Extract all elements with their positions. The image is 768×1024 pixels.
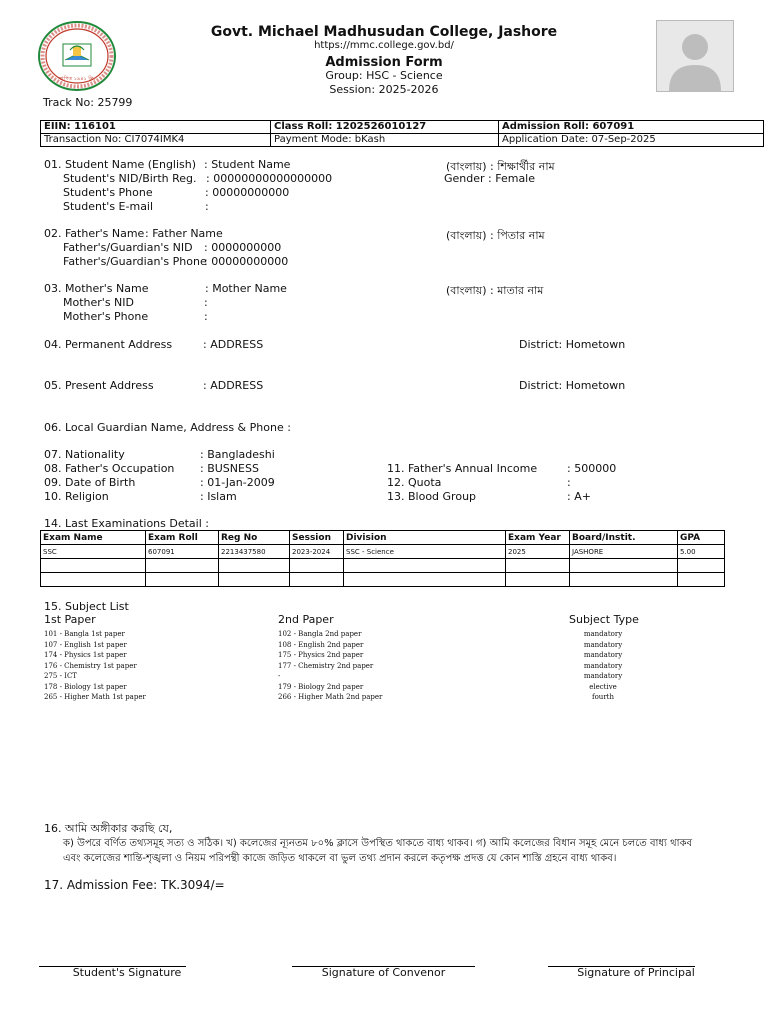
student-name-bangla: (বাংলায়) : শিক্ষার্থীর নাম [446,160,555,173]
subject-type: mandatory [583,672,623,680]
exam-cell [344,559,506,573]
blood-group-value: : A+ [567,490,591,503]
mother-phone-label: Mother's Phone [63,310,149,323]
subject-second-paper: - [278,672,281,680]
student-nid-value: : 00000000000000000 [206,172,333,185]
subject-first-paper: 107 - English 1st paper [44,640,127,649]
exam-cell [678,573,725,587]
mother-name-value: : Mother Name [205,282,287,295]
application-date-cell: Application Date: 07-Sep-2025 [499,134,764,147]
subject-first-paper: 176 - Chemistry 1st paper [44,661,137,670]
exam-cell [570,559,678,573]
permanent-address-value: : ADDRESS [203,338,264,351]
subject-type: mandatory [583,661,623,670]
admission-fee: 17. Admission Fee: TK.3094/= [44,878,225,892]
student-phone-label: Student's Phone [63,186,153,199]
exam-cell [290,559,344,573]
table-row [41,559,725,573]
nationality-label: 07. Nationality [44,448,125,461]
admission-roll-cell: Admission Roll: 607091 [499,121,764,134]
subject-type-header: Subject Type [569,613,639,626]
father-name-label: 02. Father's Name [44,227,145,240]
student-email-label: Student's E-mail [63,200,154,213]
exam-header-cell: Board/Instit. [570,531,678,545]
college-url: https://mmc.college.gov.bd/ [314,40,454,51]
mother-name-label: 03. Mother's Name [44,282,149,295]
subject-type: mandatory [583,640,623,649]
session-text: Session: 2025-2026 [329,83,439,96]
exam-cell [146,573,219,587]
exam-cell [678,559,725,573]
permanent-district: District: Hometown [519,338,626,351]
payment-mode-cell: Payment Mode: bKash [271,134,499,147]
subject-first-paper: 178 - Biology 1st paper [44,682,127,691]
religion-label: 10. Religion [44,490,109,503]
exam-cell: 5.00 [678,545,725,559]
father-nid-label: Father's/Guardian's NID [63,241,193,254]
exam-header-cell: Exam Name [41,531,146,545]
exam-cell [506,573,570,587]
father-phone-value: : 00000000000 [204,255,289,268]
class-roll-cell: Class Roll: 1202526010127 [271,121,499,134]
subject-section-title: 15. Subject List [44,600,129,613]
mother-name-bangla: (বাংলায়) : মাতার নাম [446,284,544,297]
father-nid-value: : 0000000000 [204,241,282,254]
exam-cell: 2213437580 [219,545,290,559]
student-phone-value: : 00000000000 [205,186,290,199]
exam-cell: 607091 [146,545,219,559]
exam-cell: SSC [41,545,146,559]
subject-type: elective [589,682,617,691]
subject-second-paper: 177 - Chemistry 2nd paper [278,661,374,670]
exam-header-cell: Exam Roll [146,531,219,545]
local-guardian-label: 06. Local Guardian Name, Address & Phone : [44,421,291,434]
table-row [41,573,725,587]
group-text: Group: HSC - Science [325,69,443,82]
father-name-value: : Father Name [145,227,223,240]
student-name-value: : Student Name [204,158,291,171]
subject-second-paper: 266 - Higher Math 2nd paper [278,693,383,701]
exam-section-title: 14. Last Examinations Detail : [44,517,209,530]
exam-header-cell: Division [344,531,506,545]
present-address-label: 05. Present Address [44,379,154,392]
exam-cell [570,573,678,587]
exam-header-cell: Session [290,531,344,545]
mother-phone-value: : [204,310,208,323]
exam-header-cell: GPA [678,531,725,545]
student-name-label: 01. Student Name (English) [44,158,197,171]
exam-cell [146,559,219,573]
father-name-bangla: (বাংলায়) : পিতার নাম [446,229,545,242]
exam-cell: SSC - Science [344,545,506,559]
subject-second-paper: 102 - Bangla 2nd paper [278,630,362,638]
track-number: Track No: 25799 [43,96,133,109]
transaction-cell: Transaction No: CI7074IMK4 [41,134,271,147]
principal-signature-label: Signature of Principal [577,966,695,979]
permanent-address-label: 04. Permanent Address [44,338,173,351]
occupation-value: : BUSNESS [200,462,259,475]
income-label: 11. Father's Annual Income [387,462,538,475]
form-title: Admission Form [325,55,443,70]
blood-group-label: 13. Blood Group [387,490,477,503]
dob-value: : 01-Jan-2009 [200,476,275,489]
first-paper-header: 1st Paper [44,613,96,626]
subject-type: mandatory [583,651,623,659]
mother-nid-value: : [204,296,208,309]
quota-value: : [567,476,571,489]
exam-cell [41,573,146,587]
college-name: Govt. Michael Madhusudan College, Jashore [210,24,558,40]
subject-type: mandatory [583,630,623,638]
exam-cell [219,573,290,587]
exam-cell: 2023-2024 [290,545,344,559]
religion-value: : Islam [200,490,237,503]
present-district: District: Hometown [519,379,626,392]
student-nid-label: Student's NID/Birth Reg. [63,172,197,185]
eiin-cell: EIIN: 116101 [41,121,271,134]
table-row [41,545,725,559]
exam-cell [41,559,146,573]
exam-cell: 2025 [506,545,570,559]
subject-first-paper: 265 - Higher Math 1st paper [44,693,146,701]
declaration-line-2: এবং কলেজের শান্তি-শৃঙ্খলা ও নিয়ম পরিপন্থী কাজে জড়িত থাকলে বা ভুল তথ্য প্রদান করলে কতৃপক্ষ প্রদত্ত যে কোন শাস্তি গ্রহনে বাধ্য থাকব। [63,853,617,864]
occupation-label: 08. Father's Occupation [44,462,175,475]
subject-second-paper: 179 - Biology 2nd paper [278,682,364,691]
exam-header-cell: Reg No [219,531,290,545]
student-email-value: : [205,200,209,213]
nationality-value: : Bangladeshi [200,448,275,461]
declaration-title: 16. আমি অঙ্গীকার করছি যে, [44,822,173,835]
mother-nid-label: Mother's NID [63,296,134,309]
exam-cell [506,559,570,573]
convenor-signature-label: Signature of Convenor [321,966,446,979]
subject-first-paper: 101 - Bangla 1st paper [44,630,125,638]
admission-info-table [40,120,764,147]
exam-cell [290,573,344,587]
subject-first-paper: 174 - Physics 1st paper [44,651,127,659]
gender-text: Gender : Female [444,172,536,185]
student-signature-label: Student's Signature [72,966,182,979]
exam-cell [344,573,506,587]
exam-cell: JASHORE [570,545,678,559]
exam-header-cell: Exam Year [506,531,570,545]
seal-text: স্থাপিত ১৯৪১ খ্রি. [58,76,96,82]
declaration-line-1: ক) উপরে বর্ণিত তথ্যসমূহ সত্য ও সঠিক। খ) কলেজের ন্যূনতম ৮০% ক্লাসে উপস্থিত থাকতে বাধ্য থাকব। গ) আমি কলেজের বিধান সমূহ মেনে চলতে বাধ্য থাকব [63,838,693,849]
subject-type: fourth [592,693,614,701]
exam-table [40,530,725,587]
exam-cell [219,559,290,573]
income-value: : 500000 [567,462,617,475]
second-paper-header: 2nd Paper [278,613,334,626]
quota-label: 12. Quota [387,476,442,489]
subject-first-paper: 275 - ICT [44,672,77,680]
father-phone-label: Father's/Guardian's Phone [63,255,207,268]
subject-second-paper: 108 - English 2nd paper [278,640,364,649]
present-address-value: : ADDRESS [203,379,264,392]
subject-second-paper: 175 - Physics 2nd paper [278,651,364,659]
dob-label: 09. Date of Birth [44,476,136,489]
